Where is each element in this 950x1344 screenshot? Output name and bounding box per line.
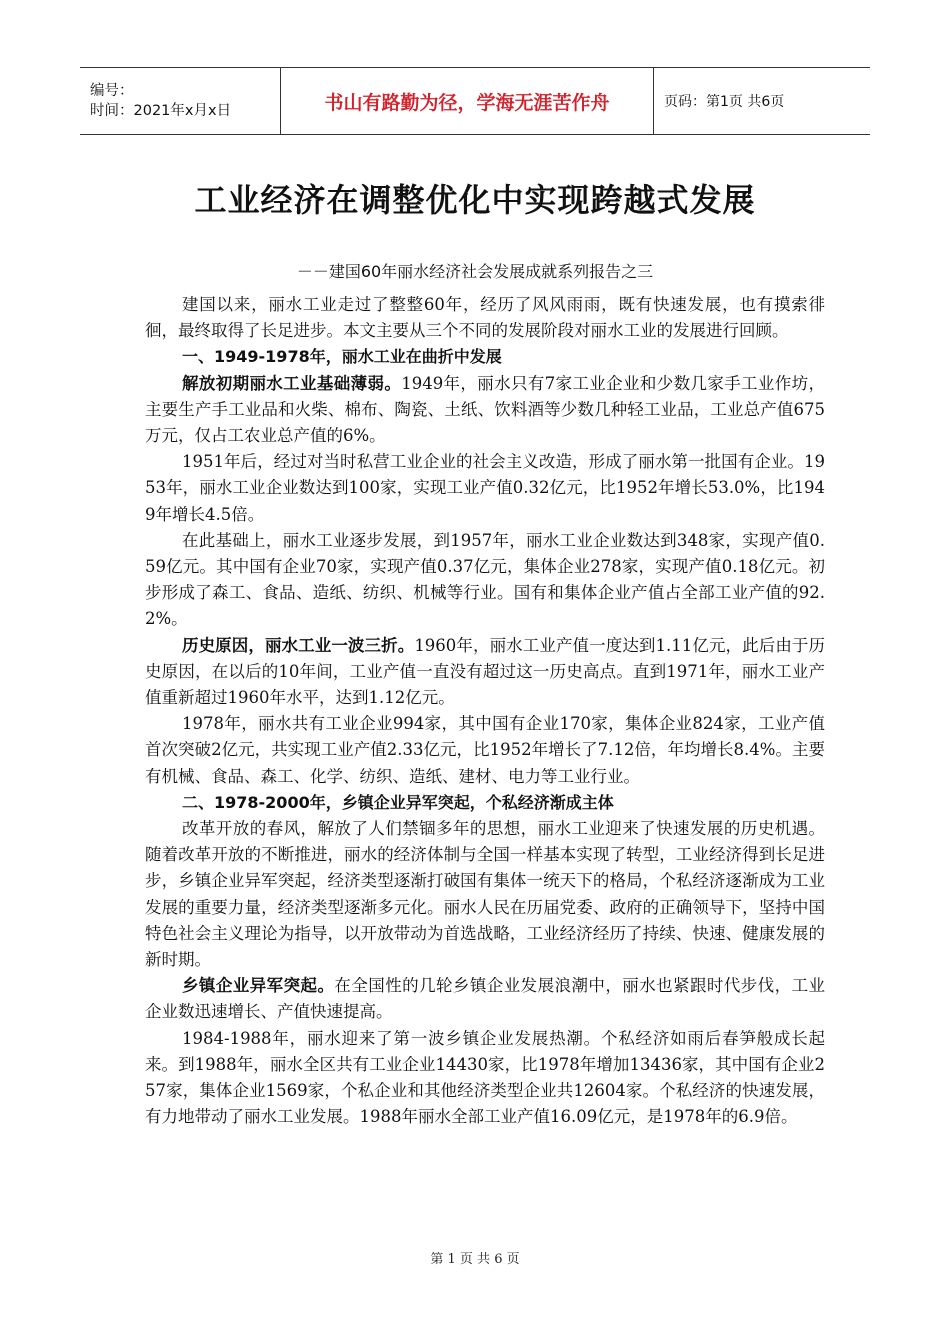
paragraph: 1951年后，经过对当时私营工业企业的社会主义改造，形成了丽水第一批国有企业。1953年，丽水工业企业数达到100家，实现工业产值0.32亿元，比1952年增长53.0%，比1949年增长4.5倍。 <box>145 452 825 524</box>
paragraph-lead: 历史原因，丽水工业一波三折。 <box>182 635 415 655</box>
paragraph: 1978年，丽水共有工业企业994家，其中国有企业170家，集体企业824家，工业产值首次突破2亿元，共实现工业产值2.33亿元，比1952年增长了7.12倍，年均增长8.4%。主要有机械、食品、森工、化学、纺织、造纸、建材、电力等工业行业。 <box>145 714 825 786</box>
paragraph: 改革开放的春风，解放了人们禁锢多年的思想，丽水工业迎来了快速发展的历史机遇。随着改革开放的不断推进，丽水的经济体制与全国一样基本实现了转型，工业经济得到长足进步，乡镇企业异军突起，经济类型逐渐打破国有集体一统天下的格局，个私经济逐渐成为工业发展的重要力量，经济类型逐渐多元化。丽水人民在历届党委、政府的正确领导下，坚持中国特色社会主义理论为指导，以开放带动为首选战略，工业经济经历了持续、快速、健康发展的新时期。 <box>145 819 825 970</box>
date-line: 时间：2021年x月x日 <box>90 103 232 119</box>
paragraph-lead: 解放初期丽水工业基础薄弱。 <box>182 373 402 393</box>
page-subtitle: －－建国60年丽水经济社会发展成就系列报告之三 <box>296 262 654 281</box>
paragraph-text: 在全国性的几轮乡镇企业发展浪潮中，丽水也紧跟时代步伐，工业企业数迅速增长、产值快速提高。 <box>145 976 826 1022</box>
section-heading-2: 二、1978-2000年，乡镇企业异军突起，个私经济渐成主体 <box>182 792 614 812</box>
paragraph <box>145 973 825 1025</box>
paragraph-text: 1960年，丽水工业产值一度达到1.11亿元，此后由于历史原因，在以后的10年间，工业产值一直没有超过这一历史高点。直到1971年，丽水工业产值重新超过1960年水平，达到1.12亿元。 <box>145 635 826 708</box>
page-footer: 第 1 页 共 6 页 <box>430 1252 520 1267</box>
paragraph <box>145 633 825 712</box>
document-number-label: 编号： <box>90 83 134 99</box>
paragraph-intro: 建国以来，丽水工业走过了整整60年，经历了风风雨雨，既有快速发展，也有摸索徘徊，最终取得了长足进步。本文主要从三个不同的发展阶段对丽水工业的发展进行回顾。 <box>145 295 825 341</box>
page-title: 工业经济在调整优化中实现跨越式发展 <box>194 181 756 219</box>
header-meta <box>80 68 280 134</box>
header-table <box>80 67 870 135</box>
paragraph: 在此基础上，丽水工业逐步发展，到1957年，丽水工业企业数达到348家，实现产值0.59亿元。其中国有企业70家，实现产值0.37亿元，集体企业278家，实现产值0.18亿元。初步形成了森工、食品、造纸、纺织、机械等行业。国有和集体企业产值占全部工业产值的92.2%。 <box>145 530 825 629</box>
header-motto: 书山有路勤为径，学海无涯苦作舟 <box>280 68 654 134</box>
paragraph <box>145 371 825 450</box>
header-page-info: 页码：第1页 共6页 <box>664 94 785 110</box>
paragraph: 1984-1988年，丽水迎来了第一波乡镇企业发展热潮。个私经济如雨后春笋般成长起来。到1988年，丽水全区共有工业企业14430家，比1978年增加13436家，其中国有企业257家，集体企业1569家，个私企业和其他经济类型企业共12604家。个私经济的快速发展，有力地带动了丽水工业发展。1988年丽水全部工业产值16.09亿元，是1978年的6.9倍。 <box>145 1028 825 1127</box>
paragraph-text: 1949年，丽水只有7家工业企业和少数几家手工业作坊，主要生产手工业品和火柴、棉布、陶瓷、土纸、饮料酒等少数几种轻工业品，工业总产值675万元，仅占工农业总产值的6%。 <box>145 373 825 446</box>
paragraph-lead: 乡镇企业异军突起。 <box>182 976 335 996</box>
document-body <box>145 292 825 1131</box>
section-heading-1: 一、1949-1978年，丽水工业在曲折中发展 <box>182 347 502 367</box>
